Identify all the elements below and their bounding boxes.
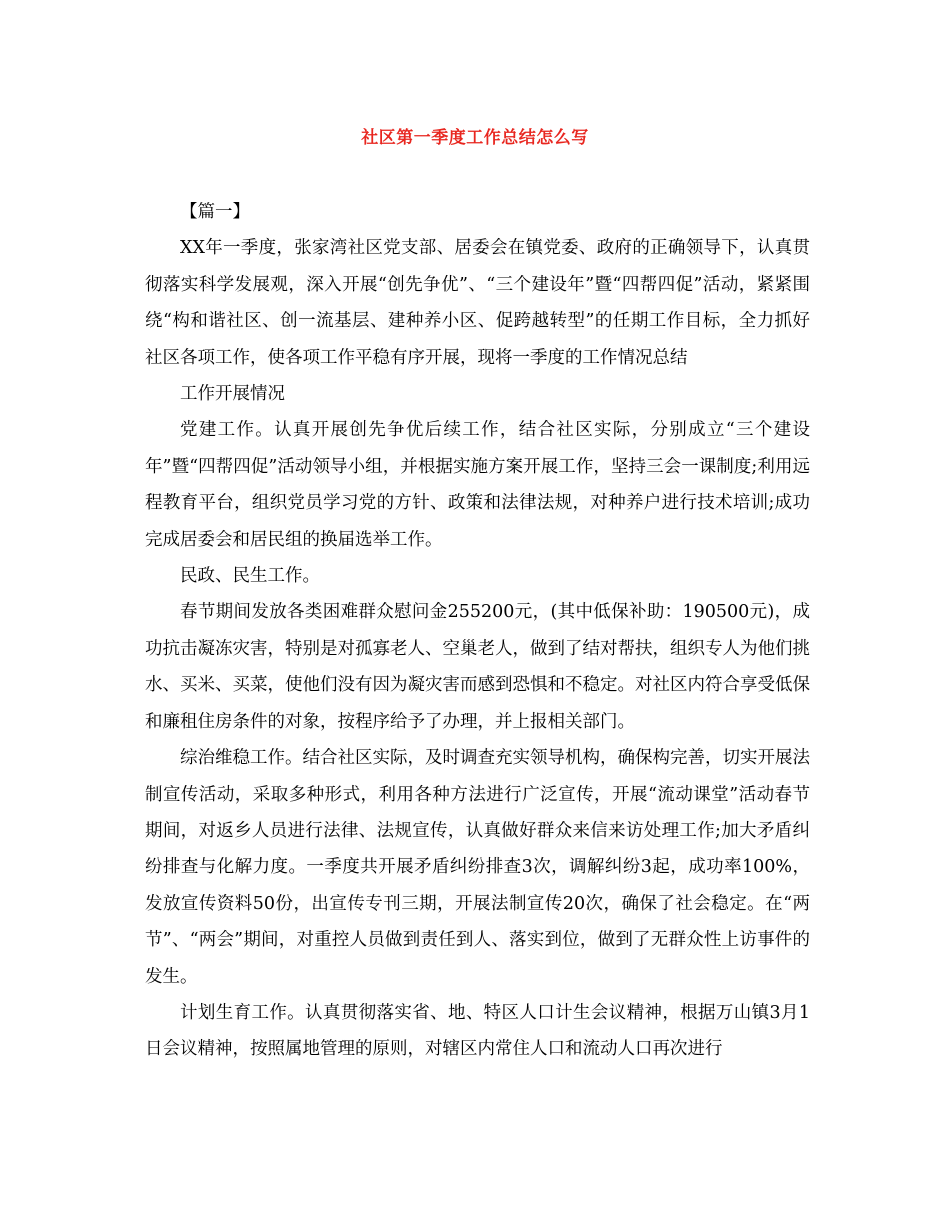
section-label: 【篇一】 [180,202,250,222]
page-title: 社区第一季度工作总结怎么写 [361,128,589,148]
paragraph-spring-festival: 春节期间发放各类困难群众慰问金255200元，(其中低保补助：190500元)，成功抗击凝冻灾害，特别是对孤寡老人、空巢老人，做到了结对帮扶，组织专人为他们挑水、买米、买菜，使他们没有因为凝灾害而感到恐惧和不稳定。对社区内符合享受低保和廉租住房条件的对象，按程序给予了办理，并上报相关部门。 [145,602,810,732]
document-body [145,194,810,1068]
heading-work-status: 工作开展情况 [180,384,285,405]
paragraph-party-building: 党建工作。认真开展创先争优后续工作，结合社区实际，分别成立“三个建设年”暨“四帮四促”活动领导小组，并根据实施方案开展工作，坚持三会一课制度;利用远程教育平台，组织党员学习党的方针、政策和法律法规，对种养户进行技术培训;成功完成居委会和居民组的换届选举工作。 [145,420,810,550]
paragraph-family-planning: 计划生育工作。认真贯彻落实省、地、特区人口计生会议精神，根据万山镇3月1日会议精神，按照属地管理的原则，对辖区内常住人口和流动人口再次进行 [145,1002,810,1060]
heading-civil-affairs: 民政、民生工作。 [180,566,320,587]
paragraph-intro: XX年一季度，张家湾社区党支部、居委会在镇党委、政府的正确领导下，认真贯彻落实科学发展观，深入开展“创先争优”、“三个建设年”暨“四帮四促”活动，紧紧围绕“构和谐社区、创一流基层、建种养小区、促跨越转型”的任期工作目标，全力抓好社区各项工作，使各项工作平稳有序开展，现将一季度的工作情况总结 [145,238,810,368]
paragraph-stability: 综治维稳工作。结合社区实际，及时调查充实领导机构，确保构完善，切实开展法制宣传活动，采取多种形式，利用各种方法进行广泛宣传，开展“流动课堂”活动春节期间，对返乡人员进行法律、法规宣传，认真做好群众来信来访处理工作;加大矛盾纠纷排查与化解力度。一季度共开展矛盾纠纷排查3次，调解纠纷3起，成功率100%，发放宣传资料50份，出宣传专刊三期，开展法制宣传20次，确保了社会稳定。在“两节”、“两会”期间，对重控人员做到责任到人、落实到位，做到了无群众性上访事件的发生。 [145,748,810,987]
